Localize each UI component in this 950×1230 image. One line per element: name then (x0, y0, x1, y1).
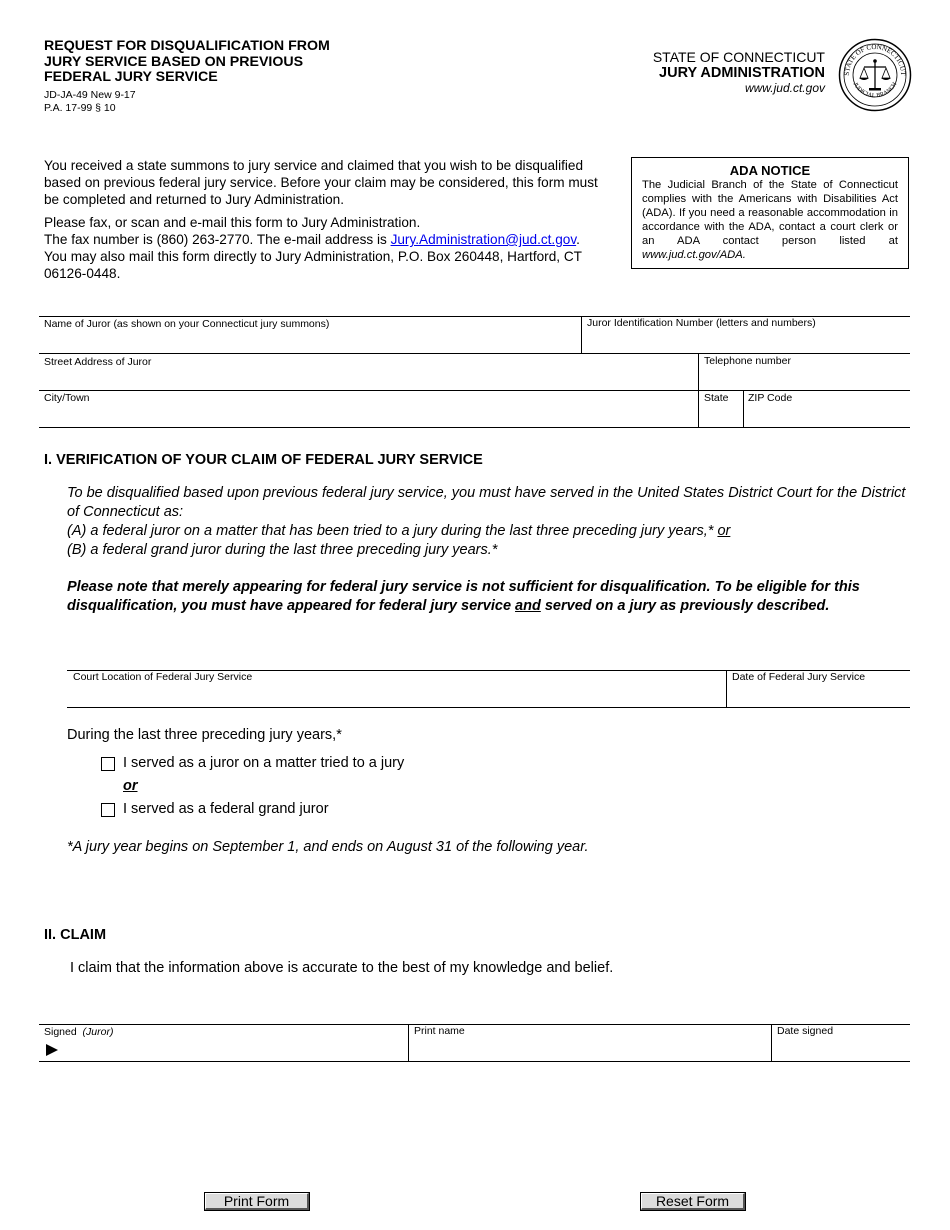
divider (39, 353, 910, 354)
divider (581, 316, 582, 353)
grand-juror-checkbox[interactable] (101, 803, 115, 817)
juror-id-field[interactable]: Juror Identification Number (letters and numbers) (587, 317, 816, 329)
jury-year-footnote: *A jury year begins on September 1, and ends on August 31 of the following year. (67, 839, 589, 855)
divider (698, 353, 699, 427)
agency-block (653, 49, 825, 95)
verification-text: To be disqualified based upon previous federal jury service, you must have served in the United States District Court for the District of Connecticut as: (A) a federal juror on a matter that has been tried to a jury during the last three preceding jury years,* or (B) a federal grand juror during the last three preceding jury years.* Please note that merely appearing for federal jury service is not sufficient for disqualification. To be eligible for this disqualification, you must have appeared for federal jury service and served on a jury as previously described. (67, 485, 906, 614)
divider (39, 1061, 910, 1062)
svg-text:STATE OF CONNECTICUT: STATE OF CONNECTICUT (842, 42, 908, 76)
judicial-branch-seal (838, 38, 912, 112)
city-field[interactable]: City/Town (44, 392, 90, 404)
juror-tried-checkbox[interactable] (101, 757, 115, 771)
claim-statement: I claim that the information above is accurate to the best of my knowledge and belief. (70, 960, 614, 976)
print-form-button[interactable]: Print Form (205, 1193, 309, 1210)
during-label: During the last three preceding jury years,* (67, 727, 342, 743)
reset-form-button[interactable]: Reset Form (641, 1193, 745, 1210)
divider (726, 670, 727, 707)
form-number: JD-JA-49 New 9-17 P.A. 17-99 § 10 (44, 89, 136, 114)
divider (39, 390, 910, 391)
court-location-field[interactable]: Court Location of Federal Jury Service (73, 671, 253, 683)
zip-field[interactable]: ZIP Code (748, 392, 793, 404)
section-1-heading: I. VERIFICATION OF YOUR CLAIM OF FEDERAL JURY SERVICE (44, 452, 483, 468)
date-service-field[interactable]: Date of Federal Jury Service (732, 671, 866, 683)
svg-text:JUDICIAL BRANCH: JUDICIAL BRANCH (851, 81, 899, 100)
divider (67, 707, 910, 708)
juror-tried-label: I served as a juror on a matter tried to a jury (123, 755, 405, 771)
ada-notice: ADA NOTICE The Judicial Branch of the State of Connecticut complies with the Americans with Disabilities Act (ADA). If you need a reasonable accommodation in accordance with the ADA, contact a court clerk or an ADA contact person listed at www.jud.ct.gov/ADA. (631, 157, 909, 269)
date-signed-field[interactable]: Date signed (777, 1025, 834, 1037)
agency-name: JURY ADMINISTRATION (659, 65, 825, 81)
website: www.jud.ct.gov (744, 81, 825, 95)
juror-name-field[interactable]: Name of Juror (as shown on your Connecticut jury summons) (44, 318, 330, 330)
signature-field[interactable]: Signed (Juror) (44, 1026, 114, 1038)
state-name: STATE OF CONNECTICUT (652, 49, 825, 65)
ada-heading: ADA NOTICE (729, 163, 811, 178)
state-field[interactable]: State (704, 392, 729, 404)
instructions: You received a state summons to jury service and claimed that you wish to be disqualified based on previous federal jury service. Before your claim may be considered, this form must be completed and returned to Jury Administration. Please fax, or scan and e-mail this form to Jury Administration. The fax number is (860) 263-2770. The e-mail address is Jury.Administration@jud.ct.gov. You may also mail this form directly to Jury Administration, P.O. Box 260448, Hartford, CT 06126-0448. (44, 158, 598, 281)
divider (743, 390, 744, 427)
telephone-field[interactable]: Telephone number (704, 355, 791, 367)
divider (39, 427, 910, 428)
or-label: or (123, 778, 138, 794)
ada-link: www.jud.ct.gov/ADA. (642, 249, 746, 261)
print-name-field[interactable]: Print name (414, 1025, 465, 1037)
grand-juror-label: I served as a federal grand juror (123, 801, 329, 817)
form-title: REQUEST FOR DISQUALIFICATION FROM JURY SERVICE BASED ON PREVIOUS FEDERAL JURY SERVICE (44, 38, 330, 85)
divider (771, 1024, 772, 1061)
street-address-field[interactable]: Street Address of Juror (44, 356, 152, 368)
email-link[interactable]: Jury.Administration@jud.ct.gov (390, 232, 577, 247)
eligibility-note: Please note that merely appearing for federal jury service is not sufficient for disqualification. To be eligible for this disqualification, you must have appeared for federal jury service and served on a jury as previously described. (67, 579, 860, 614)
divider (408, 1024, 409, 1061)
sign-here-arrow-icon (45, 1043, 59, 1057)
section-2-heading: II. CLAIM (44, 927, 107, 943)
